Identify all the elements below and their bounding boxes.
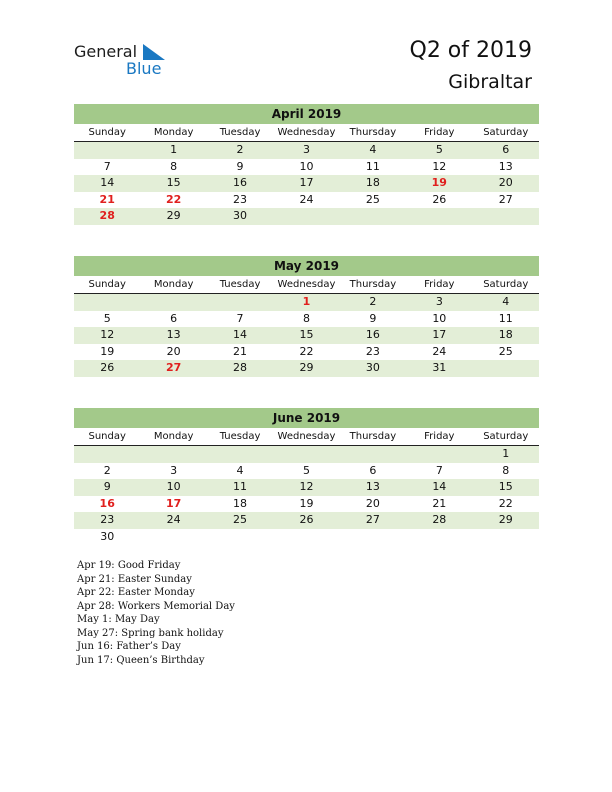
day-cell: 12 [432,159,447,173]
day-cell: 31 [432,361,447,374]
day-cell: 20 [498,176,513,189]
month-april [74,104,539,225]
day-cell: 13 [166,328,181,341]
week-row [74,192,539,209]
weekday-header [74,428,539,446]
weekday-label: Tuesday [219,431,261,442]
day-cell: 7 [236,311,244,325]
day-cell: 5 [435,143,443,156]
day-cell: 29 [166,209,181,222]
day-cell: 19 [100,344,115,358]
weekday-label: Thursday [349,279,397,290]
day-cell [406,208,472,225]
day-cell: 30 [233,209,248,222]
day-cell [140,294,206,311]
day-cell: 7 [103,159,111,173]
day-cell: 6 [170,311,178,325]
day-cell: 5 [302,463,310,477]
day-cell: 28 [99,209,115,222]
day-cell: 17 [299,176,314,189]
day-cell [406,446,472,463]
weekday-label: Thursday [349,431,397,442]
day-cell: 27 [365,513,380,526]
day-cell [473,360,539,377]
day-cell: 10 [166,480,181,493]
week-row [74,159,539,176]
weekday-label: Friday [424,431,455,442]
holiday-note: Apr 21: Easter Sunday [77,573,192,585]
day-cell: 25 [498,344,513,358]
week-row [74,479,539,496]
day-cell: 16 [233,176,248,189]
day-cell: 23 [365,344,380,358]
day-cell: 6 [369,463,377,477]
weekday-label: Monday [153,431,194,442]
day-cell: 21 [99,192,115,206]
day-cell: 4 [236,463,244,477]
holiday-note: Apr 28: Workers Memorial Day [77,600,235,612]
day-cell: 29 [498,513,513,526]
day-cell: 8 [302,311,310,325]
brand-logo [74,42,184,78]
day-cell: 4 [502,295,510,308]
week-row [74,142,539,159]
day-cell: 8 [502,463,510,477]
day-cell: 3 [170,463,178,477]
day-cell [74,294,140,311]
day-cell: 27 [165,361,182,374]
day-cell: 29 [299,361,314,374]
day-cell [207,529,273,546]
day-cell: 11 [233,480,248,493]
day-cell: 15 [498,480,513,493]
day-cell: 7 [435,463,443,477]
day-cell: 1 [170,143,178,156]
week-row [74,512,539,529]
day-cell: 21 [432,496,447,510]
day-cell: 23 [100,513,115,526]
week-row [74,529,539,546]
holiday-note: Apr 19: Good Friday [77,560,181,571]
weekday-label: Friday [424,279,455,290]
day-cell: 10 [432,311,447,325]
day-cell: 30 [365,361,380,374]
day-cell: 26 [299,513,314,526]
day-cell: 15 [166,176,181,189]
day-cell: 20 [166,344,181,358]
day-cell: 12 [299,480,314,493]
weekday-label: Sunday [88,431,126,442]
day-cell: 11 [365,159,380,173]
day-cell: 22 [165,192,182,206]
weekday-label: Tuesday [219,279,261,290]
day-cell [273,529,339,546]
day-cell: 30 [100,529,115,543]
day-cell: 3 [435,295,443,308]
day-cell: 23 [233,192,248,206]
weekday-label: Tuesday [219,127,261,138]
country-name: Gibraltar [448,71,532,93]
day-cell: 12 [100,328,115,341]
quarter-title: Q2 of 2019 [409,38,532,63]
day-cell: 17 [165,496,182,510]
holiday-note: May 1: May Day [77,614,160,625]
weekday-label: Saturday [483,279,529,290]
day-cell: 16 [99,496,115,510]
day-cell [140,446,206,463]
weeks-grid [74,142,539,225]
day-cell: 8 [170,159,178,173]
weekday-label: Sunday [88,127,126,138]
weekday-label: Wednesday [277,431,336,442]
day-cell: 17 [432,328,447,341]
day-cell: 21 [233,344,248,358]
day-cell: 14 [100,176,115,189]
day-cell [140,529,206,546]
month-title: June 2019 [74,408,539,428]
week-row [74,208,539,225]
day-cell: 28 [432,513,447,526]
day-cell: 9 [236,159,244,173]
holiday-note: Jun 17: Queen’s Birthday [77,654,205,666]
day-cell: 1 [502,447,510,460]
weeks-grid [74,446,539,545]
weekday-label: Friday [424,127,455,138]
day-cell: 5 [103,311,111,325]
weekday-label: Wednesday [277,127,336,138]
weekday-label: Thursday [349,127,397,138]
week-row [74,311,539,328]
day-cell: 2 [369,295,377,308]
day-cell: 10 [299,159,314,173]
day-cell: 13 [365,480,380,493]
day-cell: 19 [299,496,314,510]
day-cell [273,446,339,463]
day-cell: 4 [369,143,377,156]
day-cell: 28 [233,361,248,374]
day-cell [74,142,140,159]
week-row [74,463,539,480]
week-row [74,496,539,513]
day-cell [340,529,406,546]
day-cell: 1 [302,295,311,308]
day-cell [340,446,406,463]
day-cell: 18 [498,328,513,341]
month-title: April 2019 [74,104,539,124]
day-cell: 15 [299,328,314,341]
day-cell: 20 [365,496,380,510]
weekday-label: Wednesday [277,279,336,290]
day-cell: 27 [498,192,513,206]
logo-text-blue: Blue [126,59,162,78]
day-cell: 11 [498,311,513,325]
weeks-grid [74,294,539,377]
day-cell [473,529,539,546]
day-cell: 24 [432,344,447,358]
weekday-label: Monday [153,279,194,290]
day-cell: 22 [498,496,513,510]
weekday-header [74,124,539,142]
day-cell: 19 [431,176,447,189]
month-june [74,408,539,545]
week-row [74,360,539,377]
day-cell: 18 [233,496,248,510]
day-cell: 6 [502,143,510,156]
weekday-header [74,276,539,294]
day-cell: 2 [103,463,111,477]
day-cell: 26 [100,361,115,374]
day-cell: 25 [365,192,380,206]
day-cell: 2 [236,143,244,156]
day-cell: 25 [233,513,248,526]
month-title: May 2019 [74,256,539,276]
day-cell: 22 [299,344,314,358]
week-row [74,294,539,311]
month-may [74,256,539,377]
day-cell: 14 [432,480,447,493]
day-cell [406,529,472,546]
week-row [74,344,539,361]
day-cell: 3 [302,143,310,156]
day-cell [207,294,273,311]
weekday-label: Sunday [88,279,126,290]
day-cell: 24 [299,192,314,206]
weekday-label: Monday [153,127,194,138]
weekday-label: Saturday [483,431,529,442]
week-row [74,327,539,344]
logo-triangle-icon [141,44,167,60]
day-cell [473,208,539,225]
weekday-label: Saturday [483,127,529,138]
holiday-note: Jun 16: Father’s Day [77,641,181,652]
day-cell: 9 [369,311,377,325]
holiday-note: Apr 22: Easter Monday [77,587,195,598]
holiday-notes [77,559,235,667]
day-cell [273,208,339,225]
day-cell: 14 [233,328,248,341]
holiday-note: May 27: Spring bank holiday [77,627,224,639]
day-cell: 9 [103,480,111,493]
day-cell: 16 [365,328,380,341]
day-cell: 26 [432,192,447,206]
week-row [74,175,539,192]
day-cell [74,446,140,463]
week-row [74,446,539,463]
day-cell: 13 [498,159,513,173]
day-cell: 24 [166,513,181,526]
logo-text-general: General [74,42,138,61]
day-cell: 18 [365,176,380,189]
day-cell [207,446,273,463]
day-cell [340,208,406,225]
